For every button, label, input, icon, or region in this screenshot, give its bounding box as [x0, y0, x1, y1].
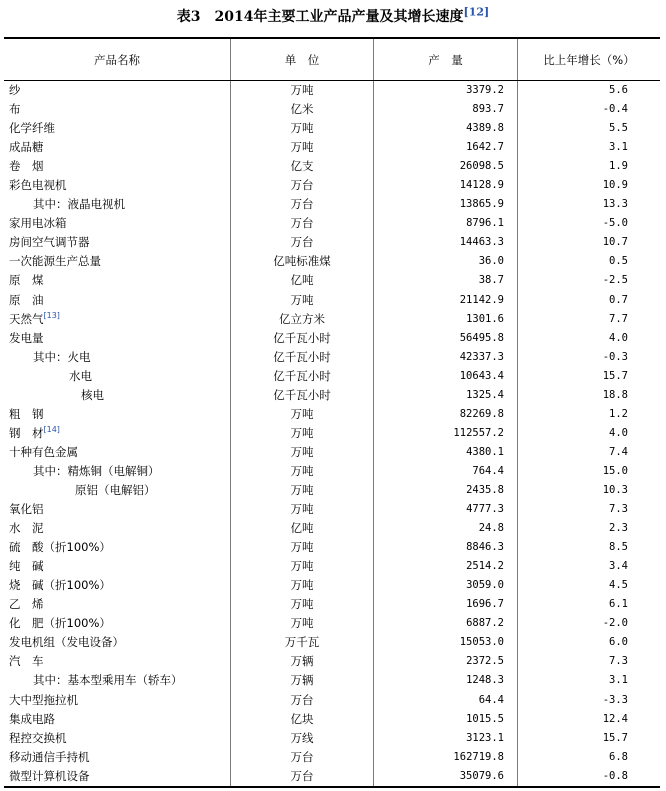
product-name: 其中：精炼铜（电解铜）: [33, 463, 160, 478]
growth-cell: 3.4: [518, 557, 661, 576]
table-row: [4, 291, 660, 310]
table-row: [4, 367, 660, 386]
product-name-cell: [4, 614, 231, 633]
product-name-cell: [4, 233, 231, 252]
header-unit: 单 位: [231, 38, 374, 81]
product-name-cell: [4, 195, 231, 214]
product-name-cell: [4, 138, 231, 157]
unit-cell: 万台: [231, 195, 374, 214]
product-name-cell: [4, 748, 231, 767]
unit-cell: 亿吨标准煤: [231, 252, 374, 271]
growth-cell: -2.5: [518, 271, 661, 290]
product-name-cell: [4, 291, 231, 310]
unit-cell: 亿支: [231, 157, 374, 176]
growth-cell: 3.1: [518, 138, 661, 157]
unit-cell: 万吨: [231, 443, 374, 462]
product-name: 发电机组（发电设备）: [9, 635, 124, 650]
product-name: 家用电冰箱: [9, 216, 67, 231]
table-row: [4, 443, 660, 462]
footnote-reference-link[interactable]: [13]: [43, 310, 60, 320]
unit-cell: 万辆: [231, 671, 374, 690]
unit-cell: 万台: [231, 767, 374, 787]
table-row: [4, 233, 660, 252]
product-name: 房间空气调节器: [9, 235, 90, 250]
product-name: 化 肥（折100%）: [9, 616, 111, 631]
output-cell: 42337.3: [374, 348, 518, 367]
product-name: 硫 酸（折100%）: [9, 540, 111, 555]
growth-cell: 15.7: [518, 729, 661, 748]
product-name-cell: [4, 119, 231, 138]
unit-cell: 万吨: [231, 595, 374, 614]
growth-cell: 6.0: [518, 633, 661, 652]
product-name: 移动通信手持机: [9, 749, 90, 764]
table-row: [4, 671, 660, 690]
table-row: [4, 462, 660, 481]
product-name-cell: [4, 633, 231, 652]
table-row: [4, 633, 660, 652]
product-name: 大中型拖拉机: [9, 692, 78, 707]
unit-cell: 万台: [231, 233, 374, 252]
unit-cell: 万台: [231, 214, 374, 233]
product-name: 核电: [81, 387, 104, 402]
table-row: [4, 519, 660, 538]
table-row: [4, 157, 660, 176]
growth-cell: 7.7: [518, 310, 661, 329]
output-cell: 26098.5: [374, 157, 518, 176]
unit-cell: 万台: [231, 176, 374, 195]
output-cell: 6887.2: [374, 614, 518, 633]
growth-cell: 13.3: [518, 195, 661, 214]
table-row: [4, 100, 660, 119]
product-name: 卷 烟: [9, 159, 44, 174]
product-name-cell: [4, 100, 231, 119]
header-output: 产 量: [374, 38, 518, 81]
table-row: [4, 119, 660, 138]
table-row: [4, 576, 660, 595]
product-name-cell: [4, 462, 231, 481]
product-name-cell: [4, 310, 231, 329]
growth-cell: 5.6: [518, 81, 661, 101]
output-cell: 893.7: [374, 100, 518, 119]
unit-cell: 万吨: [231, 557, 374, 576]
table-row: [4, 652, 660, 671]
unit-cell: 亿千瓦小时: [231, 367, 374, 386]
product-name: 十种有色金属: [9, 444, 78, 459]
growth-cell: 4.0: [518, 424, 661, 443]
output-cell: 14128.9: [374, 176, 518, 195]
table-row: [4, 405, 660, 424]
output-cell: 64.4: [374, 691, 518, 710]
output-cell: 35079.6: [374, 767, 518, 787]
output-cell: 13865.9: [374, 195, 518, 214]
product-name-cell: [4, 519, 231, 538]
product-name-cell: [4, 691, 231, 710]
product-name: 汽 车: [9, 654, 44, 669]
product-name-cell: [4, 252, 231, 271]
growth-cell: 10.3: [518, 481, 661, 500]
output-cell: 10643.4: [374, 367, 518, 386]
product-name: 原铝（电解铝）: [75, 483, 156, 497]
table-row: [4, 538, 660, 557]
table-row: [4, 386, 660, 405]
growth-cell: 4.0: [518, 329, 661, 348]
output-cell: 4380.1: [374, 443, 518, 462]
growth-cell: 5.5: [518, 119, 661, 138]
product-name: 水电: [69, 368, 92, 383]
unit-cell: 亿米: [231, 100, 374, 119]
product-name: 布: [9, 102, 21, 117]
table-row: [4, 710, 660, 729]
growth-cell: 10.9: [518, 176, 661, 195]
output-cell: 38.7: [374, 271, 518, 290]
unit-cell: 亿千瓦小时: [231, 386, 374, 405]
table-row: [4, 424, 660, 443]
product-name: 微型计算机设备: [9, 768, 90, 783]
growth-cell: 0.5: [518, 252, 661, 271]
growth-cell: -0.4: [518, 100, 661, 119]
footnote-reference-link[interactable]: [14]: [43, 425, 60, 435]
table-row: [4, 500, 660, 519]
output-cell: 112557.2: [374, 424, 518, 443]
product-name: 成品糖: [9, 140, 44, 155]
table-row: [4, 481, 660, 500]
product-name-cell: [4, 671, 231, 690]
product-name: 水 泥: [9, 521, 44, 536]
product-name: 氧化铝: [9, 502, 44, 517]
product-name: 烧 碱（折100%）: [9, 578, 111, 593]
unit-cell: 亿吨: [231, 519, 374, 538]
growth-cell: 0.7: [518, 291, 661, 310]
output-cell: 36.0: [374, 252, 518, 271]
output-cell: 1325.4: [374, 386, 518, 405]
growth-cell: 8.5: [518, 538, 661, 557]
product-name: 一次能源生产总量: [9, 254, 101, 269]
growth-cell: -0.8: [518, 767, 661, 787]
product-name: 其中：液晶电视机: [33, 197, 125, 212]
product-name: 集成电路: [9, 711, 55, 726]
product-name-cell: [4, 81, 231, 101]
product-name-cell: [4, 329, 231, 348]
product-name-cell: [4, 595, 231, 614]
product-name: 乙 烯: [9, 597, 44, 612]
product-name: 其中：基本型乘用车（轿车）: [33, 673, 183, 688]
unit-cell: 万吨: [231, 500, 374, 519]
table-row: [4, 691, 660, 710]
product-name-cell: [4, 481, 231, 500]
product-name-cell: [4, 710, 231, 729]
growth-cell: 7.4: [518, 443, 661, 462]
table-row: [4, 271, 660, 290]
unit-cell: 万辆: [231, 652, 374, 671]
growth-cell: 15.7: [518, 367, 661, 386]
unit-cell: 万吨: [231, 462, 374, 481]
product-name-cell: [4, 729, 231, 748]
product-name-cell: [4, 576, 231, 595]
table-title-text: 表3 2014年主要工业产品产量及其增长速度: [176, 9, 464, 25]
table-row: [4, 348, 660, 367]
product-name: 发电量: [9, 330, 44, 345]
table-body: [4, 81, 660, 787]
unit-cell: 亿块: [231, 710, 374, 729]
product-name: 原 煤: [9, 273, 44, 288]
production-table: [4, 37, 660, 788]
table-row: [4, 748, 660, 767]
product-name: 程控交换机: [9, 730, 67, 745]
growth-cell: 10.7: [518, 233, 661, 252]
product-name: 钢 材: [9, 425, 44, 440]
unit-cell: 亿千瓦小时: [231, 348, 374, 367]
growth-cell: -2.0: [518, 614, 661, 633]
growth-cell: 7.3: [518, 652, 661, 671]
header-growth: 比上年增长（%）: [518, 38, 661, 81]
unit-cell: 万吨: [231, 614, 374, 633]
table-row: [4, 614, 660, 633]
product-name-cell: [4, 443, 231, 462]
product-name-cell: [4, 500, 231, 519]
unit-cell: 万千瓦: [231, 633, 374, 652]
output-cell: 21142.9: [374, 291, 518, 310]
output-cell: 56495.8: [374, 329, 518, 348]
product-name-cell: [4, 157, 231, 176]
output-cell: 2435.8: [374, 481, 518, 500]
table-row: [4, 176, 660, 195]
unit-cell: 万吨: [231, 538, 374, 557]
unit-cell: 万台: [231, 691, 374, 710]
table-row: [4, 557, 660, 576]
table-title: [0, 7, 666, 27]
product-name-cell: [4, 367, 231, 386]
table-row: [4, 729, 660, 748]
growth-cell: 6.8: [518, 748, 661, 767]
unit-cell: 万台: [231, 748, 374, 767]
growth-cell: 1.9: [518, 157, 661, 176]
product-name: 天然气: [9, 311, 44, 326]
product-name: 其中：火电: [33, 349, 91, 364]
growth-cell: 4.5: [518, 576, 661, 595]
header-row: [4, 38, 660, 81]
product-name-cell: [4, 348, 231, 367]
unit-cell: 万吨: [231, 405, 374, 424]
output-cell: 8796.1: [374, 214, 518, 233]
product-name-cell: [4, 405, 231, 424]
title-reference-link[interactable]: [12]: [463, 5, 490, 19]
product-name: 纱: [9, 83, 21, 98]
table-row: [4, 195, 660, 214]
growth-cell: 18.8: [518, 386, 661, 405]
output-cell: 1015.5: [374, 710, 518, 729]
product-name-cell: [4, 271, 231, 290]
unit-cell: 万吨: [231, 138, 374, 157]
unit-cell: 万吨: [231, 291, 374, 310]
output-cell: 2372.5: [374, 652, 518, 671]
output-cell: 1696.7: [374, 595, 518, 614]
unit-cell: 亿吨: [231, 271, 374, 290]
output-cell: 82269.8: [374, 405, 518, 424]
output-cell: 14463.3: [374, 233, 518, 252]
growth-cell: -5.0: [518, 214, 661, 233]
product-name-cell: [4, 214, 231, 233]
growth-cell: -3.3: [518, 691, 661, 710]
table-row: [4, 310, 660, 329]
product-name: 彩色电视机: [9, 178, 67, 193]
table-row: [4, 329, 660, 348]
output-cell: 162719.8: [374, 748, 518, 767]
growth-cell: 15.0: [518, 462, 661, 481]
output-cell: 8846.3: [374, 538, 518, 557]
output-cell: 3379.2: [374, 81, 518, 101]
unit-cell: 万吨: [231, 576, 374, 595]
product-name: 纯 碱: [9, 559, 44, 574]
product-name: 粗 钢: [9, 406, 44, 421]
growth-cell: 3.1: [518, 671, 661, 690]
output-cell: 15053.0: [374, 633, 518, 652]
unit-cell: 万线: [231, 729, 374, 748]
unit-cell: 万吨: [231, 119, 374, 138]
product-name-cell: [4, 557, 231, 576]
output-cell: 764.4: [374, 462, 518, 481]
table-row: [4, 767, 660, 787]
growth-cell: 12.4: [518, 710, 661, 729]
growth-cell: -0.3: [518, 348, 661, 367]
product-name: 化学纤维: [9, 121, 55, 136]
output-cell: 2514.2: [374, 557, 518, 576]
unit-cell: 亿立方米: [231, 310, 374, 329]
table-row: [4, 595, 660, 614]
output-cell: 1248.3: [374, 671, 518, 690]
unit-cell: 万吨: [231, 481, 374, 500]
growth-cell: 6.1: [518, 595, 661, 614]
product-name-cell: [4, 386, 231, 405]
output-cell: 4777.3: [374, 500, 518, 519]
growth-cell: 2.3: [518, 519, 661, 538]
product-name-cell: [4, 652, 231, 671]
output-cell: 3059.0: [374, 576, 518, 595]
table-row: [4, 214, 660, 233]
output-cell: 3123.1: [374, 729, 518, 748]
output-cell: 1301.6: [374, 310, 518, 329]
growth-cell: 1.2: [518, 405, 661, 424]
table-row: [4, 252, 660, 271]
product-name-cell: [4, 176, 231, 195]
output-cell: 1642.7: [374, 138, 518, 157]
product-name-cell: [4, 424, 231, 443]
header-product-name: 产品名称: [4, 38, 231, 81]
unit-cell: 亿千瓦小时: [231, 329, 374, 348]
output-cell: 24.8: [374, 519, 518, 538]
product-name: 原 油: [9, 292, 44, 307]
unit-cell: 万吨: [231, 424, 374, 443]
product-name-cell: [4, 538, 231, 557]
output-cell: 4389.8: [374, 119, 518, 138]
unit-cell: 万吨: [231, 81, 374, 101]
growth-cell: 7.3: [518, 500, 661, 519]
table-row: [4, 81, 660, 101]
product-name-cell: [4, 767, 231, 787]
table-row: [4, 138, 660, 157]
